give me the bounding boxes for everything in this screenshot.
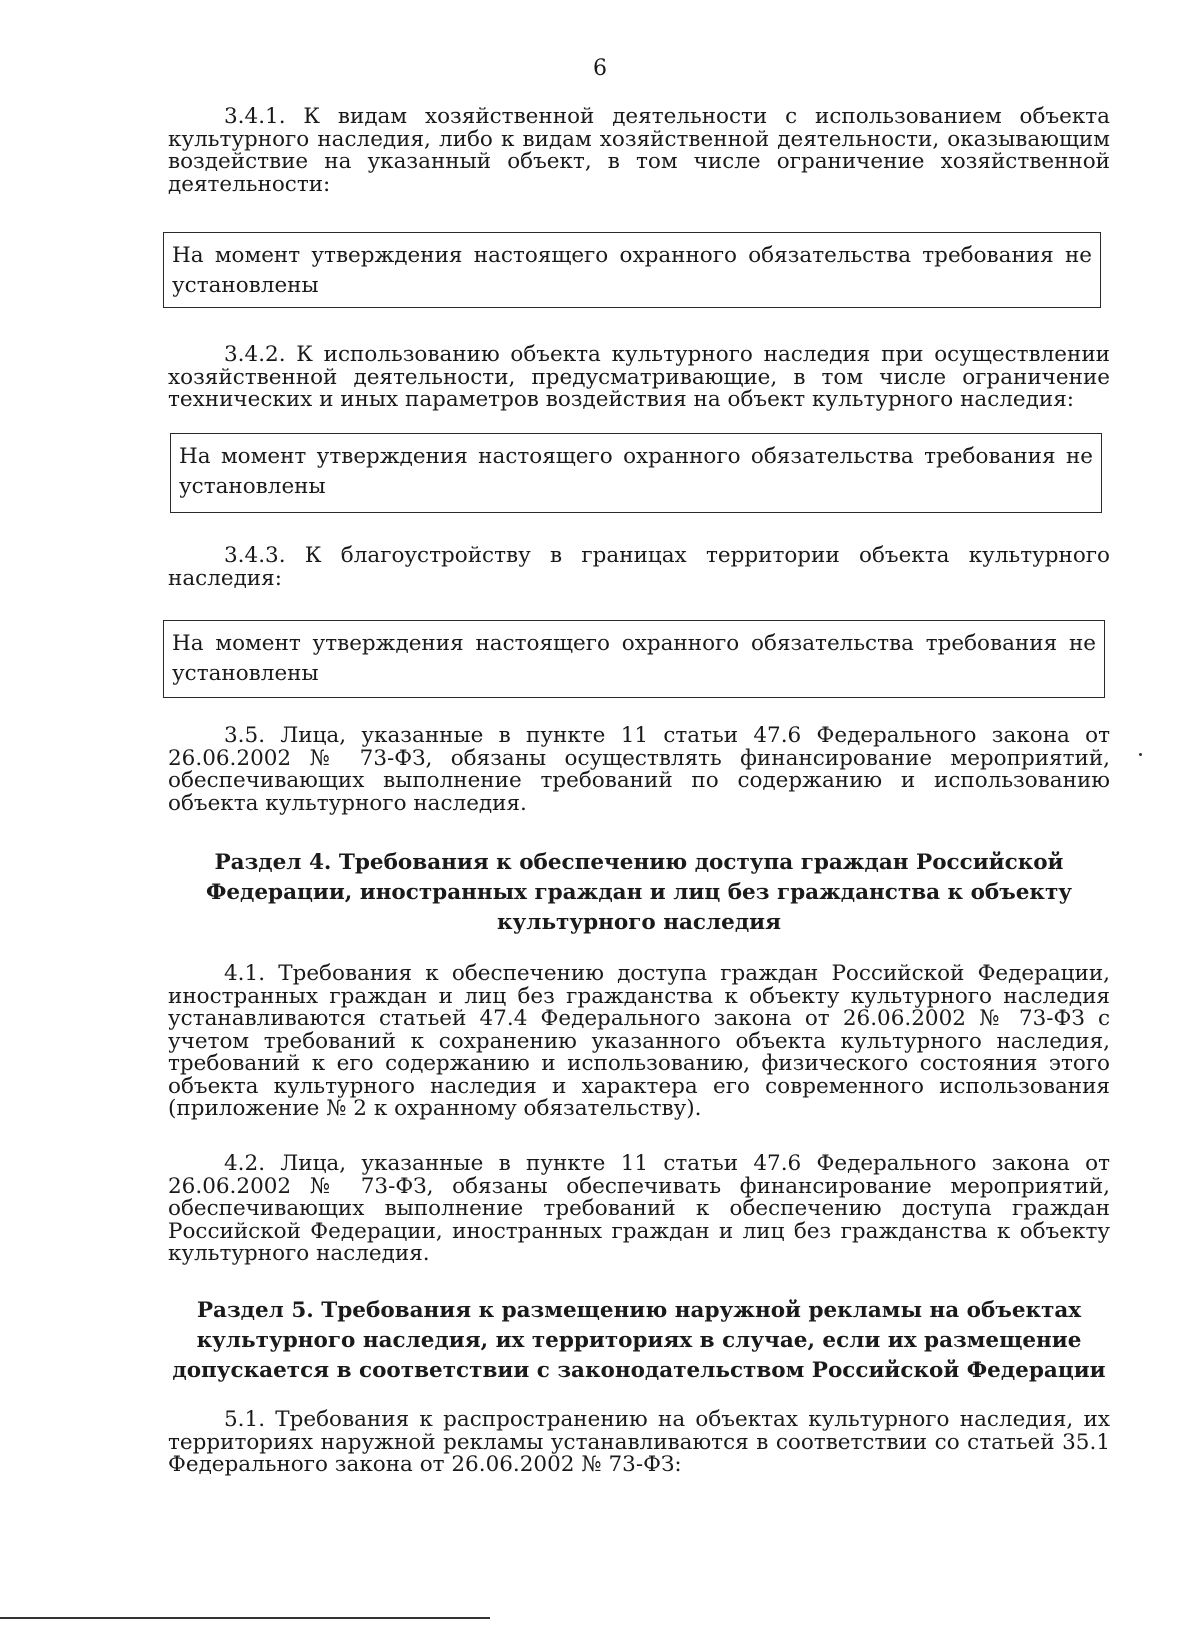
- section-5-heading-line-1: Раздел 5. Требования к размещению наружной рекламы на объектах: [196, 1298, 1082, 1323]
- paragraph-3-4-2: 3.4.2. К использованию объекта культурного наследия при осуществлении хозяйственной деятельности, предусматривающие, в том числе ограничение технических и иных параметров воздействия на объект культурного наследия:: [168, 342, 1110, 412]
- scan-bottom-edge-line: [0, 1617, 490, 1619]
- page-number: 6: [593, 56, 607, 81]
- requirements-box-3: На момент утверждения настоящего охранного обязательства требования не установлены: [163, 620, 1105, 698]
- paragraph-4-1: 4.1. Требования к обеспечению доступа граждан Российской Федерации, иностранных граждан и лиц без гражданства к объекту культурного наследия устанавливаются статьей 47.4 Федерального закона от 26.06.2002 № 73-ФЗ с учетом требований к сохранению указанного объекта культурного наследия, требований к его содержанию и использованию, физического состояния этого объекта культурного наследия и характера его современного использования (приложение № 2 к охранному обязательству).: [168, 961, 1110, 1121]
- paragraph-3-4-3: 3.4.3. К благоустройству в границах территории объекта культурного наследия:: [168, 543, 1110, 591]
- section-5-heading-line-3: допускается в соответствии с законодательством Российской Федерации: [172, 1358, 1106, 1383]
- section-4-heading-line-1: Раздел 4. Требования к обеспечению доступа граждан Российской: [214, 850, 1064, 875]
- paragraph-3-4-1: 3.4.1. К видам хозяйственной деятельности с использованием объекта культурного наследия, либо к видам хозяйственной деятельности, оказывающим воздействие на указанный объект, в том числе ограничение хозяйственной деятельности:: [168, 104, 1110, 197]
- section-4-heading: [168, 848, 1110, 938]
- paragraph-4-2: 4.2. Лица, указанные в пункте 11 статьи 47.6 Федерального закона от 26.06.2002 № 73-ФЗ, обязаны обеспечивать финансирование мероприятий, обеспечивающих выполнение требований к обеспечению доступа граждан Российской Федерации, иностранных граждан и лиц без гражданства к объекту культурного наследия.: [168, 1151, 1110, 1266]
- requirements-box-2: На момент утверждения настоящего охранного обязательства требования не установлены: [170, 433, 1102, 513]
- paragraph-5-1: 5.1. Требования к распространению на объектах культурного наследия, их территориях наружной рекламы устанавливаются в соответствии со статьей 35.1 Федерального закона от 26.06.2002 № 73-ФЗ:: [168, 1407, 1110, 1477]
- scan-speck: [1139, 753, 1142, 756]
- paragraph-3-5: 3.5. Лица, указанные в пункте 11 статьи 47.6 Федерального закона от 26.06.2002 № 73-ФЗ, обязаны осуществлять финансирование мероприятий, обеспечивающих выполнение требований по содержанию и использованию объекта культурного наследия.: [168, 723, 1110, 816]
- section-5-heading: [168, 1296, 1110, 1386]
- section-5-heading-line-2: культурного наследия, их территориях в случае, если их размещение: [196, 1328, 1082, 1353]
- section-4-heading-line-3: культурного наследия: [497, 910, 781, 935]
- section-4-heading-line-2: Федерации, иностранных граждан и лиц без гражданства к объекту: [205, 880, 1073, 905]
- requirements-box-1: На момент утверждения настоящего охранного обязательства требования не установлены: [163, 232, 1101, 308]
